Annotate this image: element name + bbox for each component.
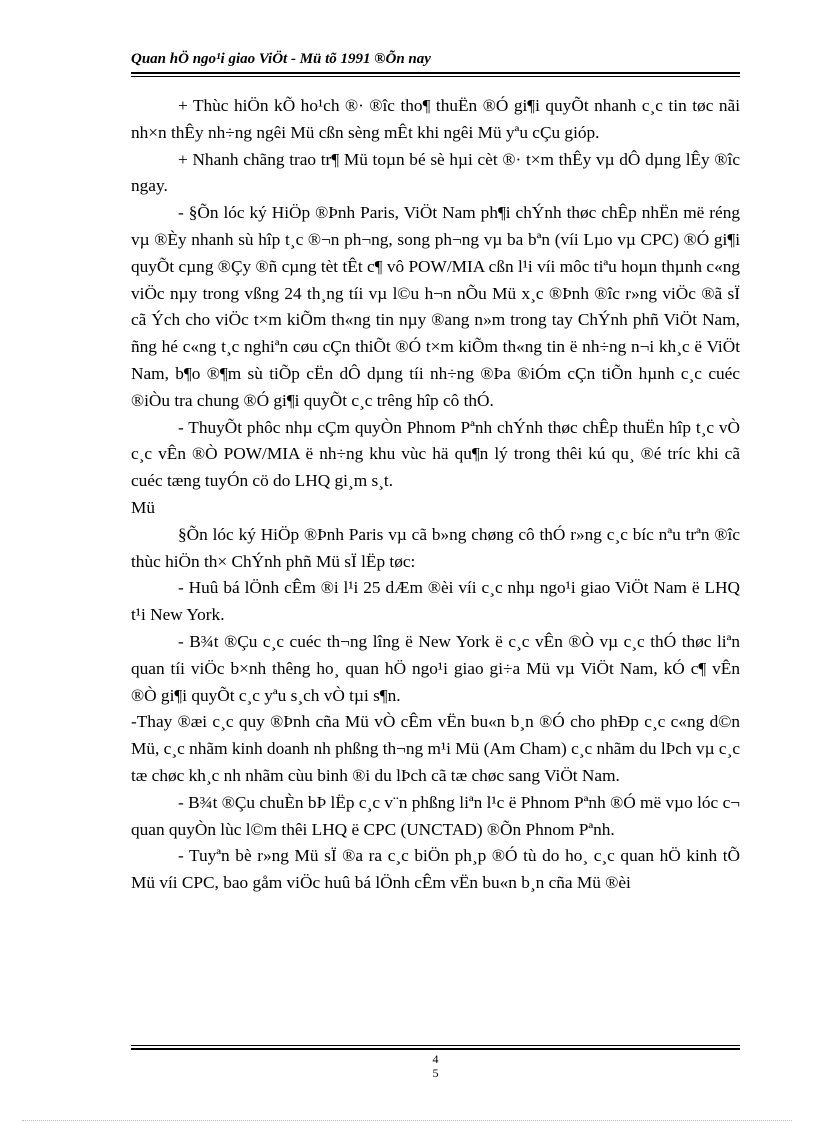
paragraph: Mü — [131, 497, 156, 517]
page-header — [131, 50, 740, 68]
page-number: 4 — [432, 1052, 439, 1066]
header-title: Quan hÖ ngo¹i giao ViÖt - Mü tõ 1991 ®Õn nay — [131, 51, 431, 67]
paragraph: - B¾t ®Çu chuÈn bÞ lËp c¸c v¨n phßng liªn l¹c ë Phnom Pªnh ®Ó më vµo lóc c¬ quan quyÒn lùc l©m thêi LHQ ë CPC (UNCTAD) ®Õn Phnom Pªnh. — [131, 792, 740, 839]
paragraph: - Huû bá lÖnh cÊm ®i l¹i 25 dÆm ®èi víi c¸c nhµ ngo¹i giao ViÖt Nam ë LHQ t¹i New York. — [131, 578, 740, 625]
header-rule-thick — [131, 72, 740, 74]
paragraph: §Õn lóc ký HiÖp ®Þnh Paris vµ cã b»ng chøng cô thÓ r»ng c¸c bíc nªu trªn ®îc thùc hiÖn th× ChÝnh phñ Mü sÏ lËp tøc: — [131, 524, 740, 571]
paragraph: + Thùc hiÖn kÕ ho¹ch ®· ®îc tho¶ thuËn ®Ó gi¶i quyÕt nhanh c¸c tin tøc nãi nh×n thÊy nh÷ng ngêi Mü cßn sèng mÊt khi ngêi Mü yªu cÇu gióp. — [131, 96, 740, 142]
paragraph: - ThuyÕt phôc nhµ cÇm quyÒn Phnom Pªnh chÝnh thøc chÊp thuËn hîp t¸c vÒ c¸c vÊn ®Ò POW/MIA ë nh÷ng khu vùc hä qu¶n lý trong thêi kú qu¸ ®é tríc khi cã cuéc tæng tuyÓn cö do LHQ gi¸m s¸t. — [131, 417, 740, 491]
paragraph: + Nhanh chãng trao tr¶ Mü toµn bé sè hµi cèt ®· t×m thÊy vµ dÔ dµng lÊy ®îc ngay. — [131, 149, 740, 196]
document-body — [131, 93, 740, 897]
paragraph: - Tuyªn bè r»ng Mü sÏ ®a ra c¸c biÖn ph¸p ®Ó tù do ho¸ c¸c quan hÖ kinh tÕ Mü víi CPC, bao gåm viÖc huû bá lÖnh cÊm vËn bu«n b¸n cña Mü ®èi — [131, 846, 740, 893]
footer-rule-thick — [131, 1048, 740, 1050]
header-rule-thin — [131, 76, 740, 77]
paragraph: -Thay ®æi c¸c quy ®Þnh cña Mü vÒ cÊm vËn bu«n b¸n ®Ó cho phÐp c¸c c«ng d©n Mü, c¸c nhãm kinh doanh nh phßng th¬ng m¹i Mü (Am Cham) c¸c nhãm du lÞch vµ c¸c tæ chøc kh¸c nh nhãm cùu binh ®i du lÞch cã tæ chøc sang ViÖt Nam. — [131, 712, 740, 785]
page-number-block — [131, 1052, 740, 1080]
footer-rule-thin — [131, 1045, 740, 1046]
paragraph: - B¾t ®Çu c¸c cuéc th¬ng lîng ë New York ë c¸c vÊn ®Ò vµ c¸c thÓ thøc liªn quan tíi viÖc b×nh thêng ho¸ quan hÖ ngo¹i giao gi÷a Mü vµ ViÖt Nam, kÓ c¶ vÊn ®Ò gi¶i quyÕt c¸c yªu s¸ch vÒ tµi s¶n. — [131, 631, 740, 705]
page-number: 5 — [432, 1066, 439, 1080]
page-bottom-divider — [22, 1120, 792, 1121]
paragraph: - §Õn lóc ký HiÖp ®Þnh Paris, ViÖt Nam ph¶i chÝnh thøc chÊp nhËn më réng vµ ®Èy nhanh sù hîp t¸c ®¬n ph¬ng, song ph¬ng vµ ba bªn (víi Lµo vµ CPC) ®Ó gi¶i quyÕt cµng ®Çy ®ñ cµng tèt tÊt c¶ vô POW/MIA cßn l¹i víi môc tiªu hoµn thµnh c«ng viÖc nµy trong vßng 24 th¸ng tíi vµ l©u h¬n nÕu Mü x¸c ®Þnh ®îc r»ng viÖc ®ã sÏ cã Ých cho viÖc t×m kiÕm th«ng tin nµy ®ang n»m trong tay ChÝnh phñ ViÖt Nam, ñng hé c«ng t¸c nghiªn cøu cÇn thiÕt ®Ó t×m kiÕm th«ng tin ë nh÷ng n¬i kh¸c ë ViÖt Nam, b¶o ®¶m sù tiÕp cËn dÔ dµng tíi nh÷ng ®Þa ®iÓm cÇn tiÕn hµnh c¸c cuéc ®iÒu tra chung ®Ó gi¶i quyÕt c¸c trêng hîp cô thÓ. — [131, 203, 740, 410]
